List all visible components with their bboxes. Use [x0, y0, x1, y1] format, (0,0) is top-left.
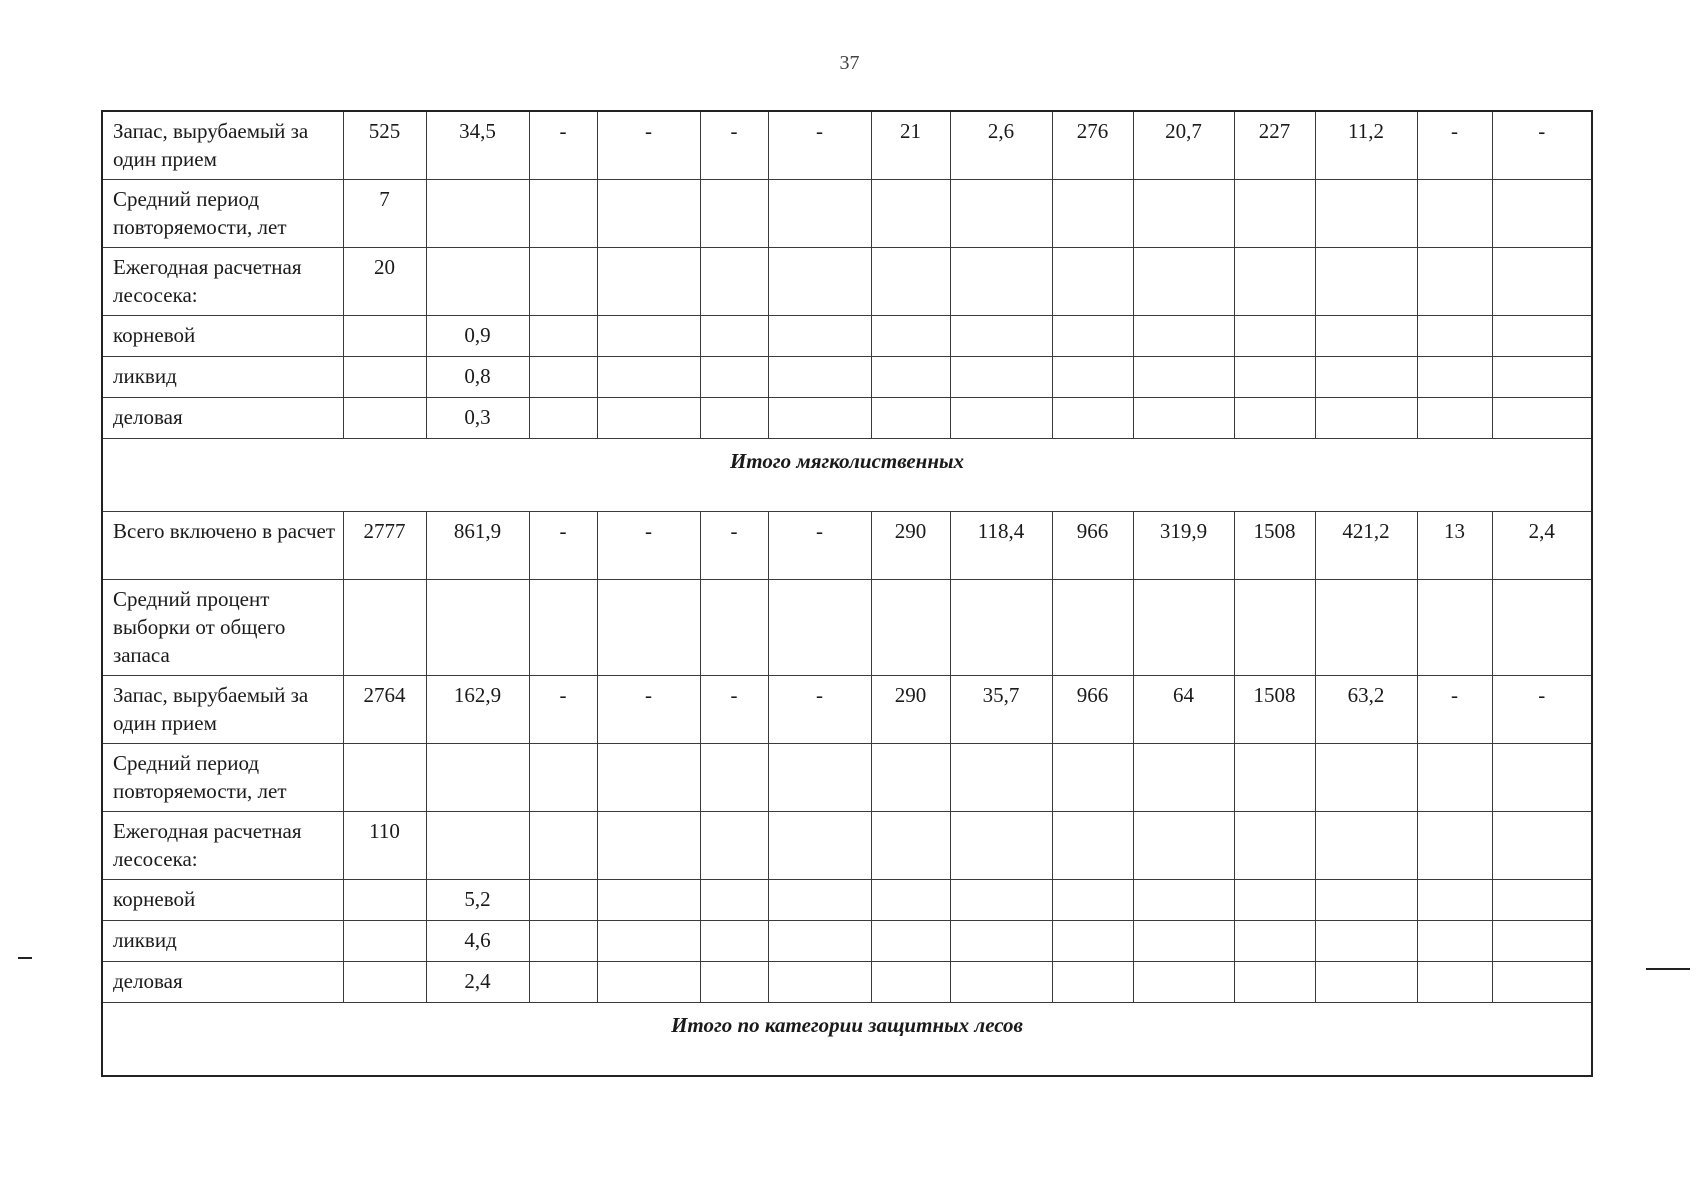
table-cell [426, 580, 529, 676]
table-cell: - [529, 676, 597, 744]
table-cell [1133, 962, 1234, 1003]
table-cell [1052, 398, 1133, 439]
table-cell [529, 744, 597, 812]
table-cell [1234, 580, 1315, 676]
table-cell: - [1492, 676, 1592, 744]
table-cell [871, 962, 950, 1003]
table-cell [1315, 880, 1417, 921]
table-cell [529, 316, 597, 357]
table-cell [529, 812, 597, 880]
table-cell [871, 316, 950, 357]
section-title: Итого по категории защитных лесов [102, 1003, 1592, 1077]
table-cell: 7 [343, 180, 426, 248]
table-cell [1492, 248, 1592, 316]
table-cell [1052, 744, 1133, 812]
table-cell: - [700, 512, 768, 580]
table-cell [700, 398, 768, 439]
table-cell [950, 357, 1052, 398]
table-cell [1234, 180, 1315, 248]
table-cell [700, 880, 768, 921]
table-cell [768, 180, 871, 248]
table-cell [871, 812, 950, 880]
table-cell [1234, 962, 1315, 1003]
table-cell [1492, 580, 1592, 676]
table-cell: 21 [871, 111, 950, 180]
table-cell: 0,9 [426, 316, 529, 357]
table-cell [871, 744, 950, 812]
table-cell [426, 812, 529, 880]
table-cell [871, 180, 950, 248]
table-cell [529, 880, 597, 921]
table-cell [1234, 744, 1315, 812]
table-cell [529, 580, 597, 676]
row-label: ликвид [102, 921, 343, 962]
table-cell [597, 316, 700, 357]
table-cell [343, 744, 426, 812]
table-row [102, 248, 1592, 316]
table-cell [1315, 744, 1417, 812]
table-cell [597, 180, 700, 248]
table-cell: 0,8 [426, 357, 529, 398]
table-cell [343, 921, 426, 962]
table-cell: 1508 [1234, 676, 1315, 744]
table-cell: 1508 [1234, 512, 1315, 580]
row-label: Запас, вырубаемый за один прием [102, 111, 343, 180]
table-cell: 2777 [343, 512, 426, 580]
table-cell [1234, 812, 1315, 880]
row-label: Всего включено в расчет [102, 512, 343, 580]
section-row [102, 439, 1592, 512]
table-cell [871, 398, 950, 439]
table-cell: 13 [1417, 512, 1492, 580]
table-cell [700, 357, 768, 398]
table-cell [597, 357, 700, 398]
table-cell: - [529, 111, 597, 180]
row-label: Запас, вырубаемый за один прием [102, 676, 343, 744]
table-cell: 20,7 [1133, 111, 1234, 180]
table-cell [871, 921, 950, 962]
table-cell [343, 880, 426, 921]
table-cell: 5,2 [426, 880, 529, 921]
table-cell [1417, 744, 1492, 812]
table-row [102, 580, 1592, 676]
table-cell: - [597, 676, 700, 744]
table-cell: 2764 [343, 676, 426, 744]
table-row [102, 676, 1592, 744]
table-cell [1417, 921, 1492, 962]
table-cell: 4,6 [426, 921, 529, 962]
table-cell [343, 398, 426, 439]
row-label: деловая [102, 398, 343, 439]
table-cell [768, 398, 871, 439]
table-cell: - [597, 512, 700, 580]
table-cell [1133, 248, 1234, 316]
table-cell [1492, 398, 1592, 439]
table-row [102, 880, 1592, 921]
table-cell: 421,2 [1315, 512, 1417, 580]
table-cell [871, 580, 950, 676]
table-cell: 0,3 [426, 398, 529, 439]
forest-harvest-table [101, 110, 1593, 1077]
table-cell [768, 248, 871, 316]
table-cell [426, 180, 529, 248]
table-row [102, 921, 1592, 962]
table-cell [950, 580, 1052, 676]
table-cell: 11,2 [1315, 111, 1417, 180]
table-cell [1315, 812, 1417, 880]
table-cell [1315, 357, 1417, 398]
table-cell: 35,7 [950, 676, 1052, 744]
table-cell [950, 744, 1052, 812]
table-cell [1133, 744, 1234, 812]
table-cell [1492, 316, 1592, 357]
table-cell: - [768, 512, 871, 580]
table-cell [597, 580, 700, 676]
table-cell [1052, 962, 1133, 1003]
table-cell [1052, 580, 1133, 676]
table-cell: 290 [871, 512, 950, 580]
table-row [102, 962, 1592, 1003]
table-cell: - [1417, 111, 1492, 180]
table-cell [700, 921, 768, 962]
table-cell [1052, 880, 1133, 921]
table-cell [768, 921, 871, 962]
table-cell [768, 962, 871, 1003]
table-cell [1133, 812, 1234, 880]
row-label: Средний процент выборки от общего запаса [102, 580, 343, 676]
table-row [102, 398, 1592, 439]
margin-mark-right [1646, 968, 1690, 970]
table-cell [768, 357, 871, 398]
table-row [102, 180, 1592, 248]
table-cell: 966 [1052, 676, 1133, 744]
table-cell [1052, 812, 1133, 880]
table-cell [1234, 921, 1315, 962]
table-cell [597, 398, 700, 439]
table-cell: - [768, 111, 871, 180]
table-cell: 319,9 [1133, 512, 1234, 580]
table-cell [529, 248, 597, 316]
page-number: 37 [839, 52, 860, 74]
row-label: деловая [102, 962, 343, 1003]
row-label: Ежегодная расчетная лесосека: [102, 248, 343, 316]
row-label: Ежегодная расчетная лесосека: [102, 812, 343, 880]
table-cell [1133, 921, 1234, 962]
table-cell [1234, 398, 1315, 439]
table-cell: - [597, 111, 700, 180]
table-cell [700, 744, 768, 812]
table-cell [768, 880, 871, 921]
table-cell [1234, 357, 1315, 398]
table-cell [1315, 316, 1417, 357]
table-cell [768, 812, 871, 880]
table-cell: 162,9 [426, 676, 529, 744]
table-cell [950, 921, 1052, 962]
table-cell: 2,6 [950, 111, 1052, 180]
table-cell [700, 962, 768, 1003]
table-cell [1234, 248, 1315, 316]
table-cell [700, 180, 768, 248]
table-cell [1052, 180, 1133, 248]
row-label: Средний период повторяемости, лет [102, 744, 343, 812]
table-cell [1417, 357, 1492, 398]
table-cell: 118,4 [950, 512, 1052, 580]
table-cell [950, 398, 1052, 439]
table-cell [343, 316, 426, 357]
table-cell [1133, 180, 1234, 248]
table-cell [1492, 744, 1592, 812]
table-cell: - [529, 512, 597, 580]
table-cell [1052, 357, 1133, 398]
table-cell [1052, 921, 1133, 962]
table-row [102, 512, 1592, 580]
table-cell: 20 [343, 248, 426, 316]
table-cell [1315, 921, 1417, 962]
table-cell [1492, 180, 1592, 248]
table-cell [343, 580, 426, 676]
table-cell: 966 [1052, 512, 1133, 580]
table-cell: 227 [1234, 111, 1315, 180]
table-cell: 525 [343, 111, 426, 180]
table-cell: 276 [1052, 111, 1133, 180]
row-label: Средний период повторяемости, лет [102, 180, 343, 248]
table-cell [1492, 921, 1592, 962]
table-cell [529, 921, 597, 962]
table-cell [768, 744, 871, 812]
row-label: корневой [102, 880, 343, 921]
table-cell [1315, 398, 1417, 439]
table-cell: 861,9 [426, 512, 529, 580]
table-cell [950, 812, 1052, 880]
table-cell: 290 [871, 676, 950, 744]
table-cell [1133, 357, 1234, 398]
table-cell [1133, 398, 1234, 439]
table-cell [1492, 962, 1592, 1003]
table-cell [1315, 248, 1417, 316]
table-row [102, 744, 1592, 812]
row-label: ликвид [102, 357, 343, 398]
table-cell [950, 880, 1052, 921]
table-cell [1234, 316, 1315, 357]
table-cell [950, 316, 1052, 357]
table-cell [1052, 316, 1133, 357]
table-cell [597, 812, 700, 880]
table-cell [1133, 880, 1234, 921]
table-cell [1315, 580, 1417, 676]
table-cell [1417, 398, 1492, 439]
table-cell: - [1492, 111, 1592, 180]
table-cell [700, 248, 768, 316]
table-cell [1417, 962, 1492, 1003]
table-cell [871, 248, 950, 316]
table-cell [1417, 880, 1492, 921]
table-row [102, 812, 1592, 880]
table-row [102, 357, 1592, 398]
table-cell [871, 880, 950, 921]
section-row [102, 1003, 1592, 1077]
table-cell: - [768, 676, 871, 744]
table-cell [426, 744, 529, 812]
table-cell: 34,5 [426, 111, 529, 180]
table-cell [1417, 248, 1492, 316]
table-cell: - [1417, 676, 1492, 744]
table-cell [1492, 812, 1592, 880]
table-cell [597, 744, 700, 812]
table-cell [1417, 180, 1492, 248]
table-row [102, 316, 1592, 357]
table-cell [343, 962, 426, 1003]
table-cell [1315, 962, 1417, 1003]
table-cell [529, 398, 597, 439]
section-title: Итого мягколиственных [102, 439, 1592, 512]
table-cell [1492, 880, 1592, 921]
table-cell [1417, 580, 1492, 676]
table-cell [597, 880, 700, 921]
table-cell [1133, 580, 1234, 676]
table-cell: - [700, 111, 768, 180]
table-cell [1492, 357, 1592, 398]
table-cell [597, 962, 700, 1003]
table-cell [1417, 812, 1492, 880]
table-cell [1234, 880, 1315, 921]
table-cell [1133, 316, 1234, 357]
table-cell [950, 248, 1052, 316]
table-cell [426, 248, 529, 316]
table-cell [950, 180, 1052, 248]
table-cell [700, 812, 768, 880]
table-cell [871, 357, 950, 398]
table-cell [700, 580, 768, 676]
table-cell: 110 [343, 812, 426, 880]
table-cell: 64 [1133, 676, 1234, 744]
table-cell [1315, 180, 1417, 248]
table-cell [343, 357, 426, 398]
table-cell [950, 962, 1052, 1003]
table-cell [529, 357, 597, 398]
row-label: корневой [102, 316, 343, 357]
table-cell: - [700, 676, 768, 744]
table-cell [1417, 316, 1492, 357]
table-cell [597, 248, 700, 316]
table-cell [597, 921, 700, 962]
table-cell: 63,2 [1315, 676, 1417, 744]
table-cell [768, 316, 871, 357]
table-cell: 2,4 [426, 962, 529, 1003]
table-cell [700, 316, 768, 357]
table-cell [529, 180, 597, 248]
table-cell [1052, 248, 1133, 316]
margin-mark-left [18, 957, 32, 959]
table-body [102, 111, 1592, 1076]
table-cell [768, 580, 871, 676]
table-row [102, 111, 1592, 180]
table-cell [529, 962, 597, 1003]
table-cell: 2,4 [1492, 512, 1592, 580]
